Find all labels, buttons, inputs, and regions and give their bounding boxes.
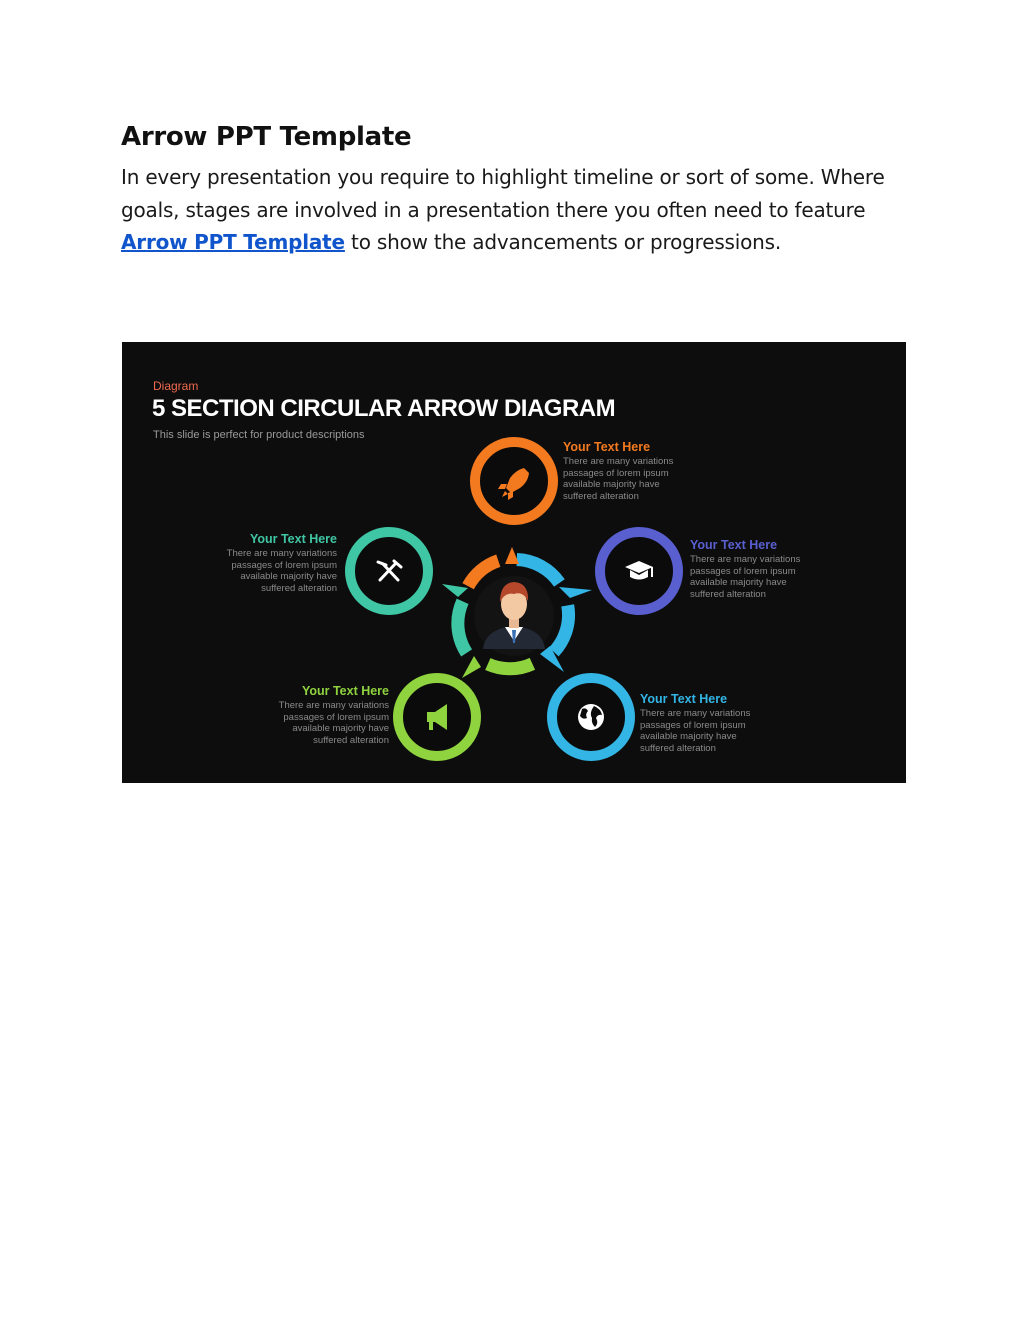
callout-line: passages of lorem ipsum [640, 719, 746, 731]
callout-line: There are many variations [563, 456, 674, 467]
callout-line: available majority have [690, 577, 787, 589]
callout-right [690, 538, 840, 600]
arrow-ppt-template-link[interactable]: Arrow PPT Template [121, 230, 345, 254]
arrow-head-green [462, 656, 481, 678]
ring-arc-cyan [554, 605, 569, 652]
callout-line: available majority have [640, 731, 737, 743]
callout-line: passages of lorem ipsum [690, 565, 796, 577]
callout-line: suffered alteration [563, 490, 639, 502]
section-circle-top [475, 442, 553, 520]
arrow-head-teal [442, 584, 468, 597]
callout-bottom-right [640, 692, 790, 754]
section-circle-bottom-right [552, 678, 630, 756]
callout-body [690, 554, 840, 600]
callout-line: available majority have [563, 479, 660, 491]
callout-heading: Your Text Here [301, 684, 389, 698]
callout-body [640, 708, 790, 754]
section-circle-left [350, 532, 428, 610]
callout-body [563, 456, 713, 502]
callout-line: suffered alteration [313, 734, 389, 746]
callout-top [563, 440, 713, 502]
callout-heading: Your Text Here [690, 538, 778, 552]
callout-line: There are many variations [226, 548, 337, 559]
slide-tag: Diagram [153, 379, 199, 393]
callout-body [239, 700, 389, 746]
callout-line: There are many variations [640, 708, 751, 719]
callout-heading: Your Text Here [640, 692, 728, 706]
callout-line: suffered alteration [261, 582, 337, 594]
callout-line: available majority have [292, 723, 389, 735]
document-title: Arrow PPT Template [121, 122, 412, 152]
callout-line: available majority have [240, 571, 337, 583]
ring-arc-green [488, 664, 533, 669]
slide-subtitle: This slide is perfect for product descriptions [153, 429, 365, 441]
person-avatar-icon [474, 576, 554, 656]
slide-title: 5 SECTION CIRCULAR ARROW DIAGRAM [152, 395, 616, 422]
callout-body [187, 548, 337, 594]
callout-heading: Your Text Here [249, 532, 337, 546]
arrow-head-blue [559, 587, 592, 598]
paragraph-text-start: In every presentation you require to highlight timeline or sort of some. Where goals, stages are involved in a presentation there you often need to feature [121, 165, 885, 222]
ring-arc-teal [458, 601, 467, 653]
section-circle-right [600, 532, 678, 610]
callout-bottom-left [239, 684, 389, 746]
globe-icon [578, 704, 604, 730]
callout-line: passages of lorem ipsum [283, 711, 389, 723]
callout-line: There are many variations [690, 554, 801, 565]
document-paragraph [121, 161, 911, 259]
callout-line: suffered alteration [690, 588, 766, 600]
callout-line: passages of lorem ipsum [231, 559, 337, 571]
paragraph-text-end: to show the advancements or progressions. [344, 230, 782, 254]
callout-line: suffered alteration [640, 742, 716, 754]
callout-heading: Your Text Here [563, 440, 651, 454]
slide-image [122, 342, 906, 783]
callout-left [187, 532, 337, 594]
callout-line: There are many variations [278, 700, 389, 711]
callout-line: passages of lorem ipsum [563, 467, 669, 479]
section-circle-bottom-left [398, 678, 476, 756]
arrow-head-orange [505, 547, 519, 564]
